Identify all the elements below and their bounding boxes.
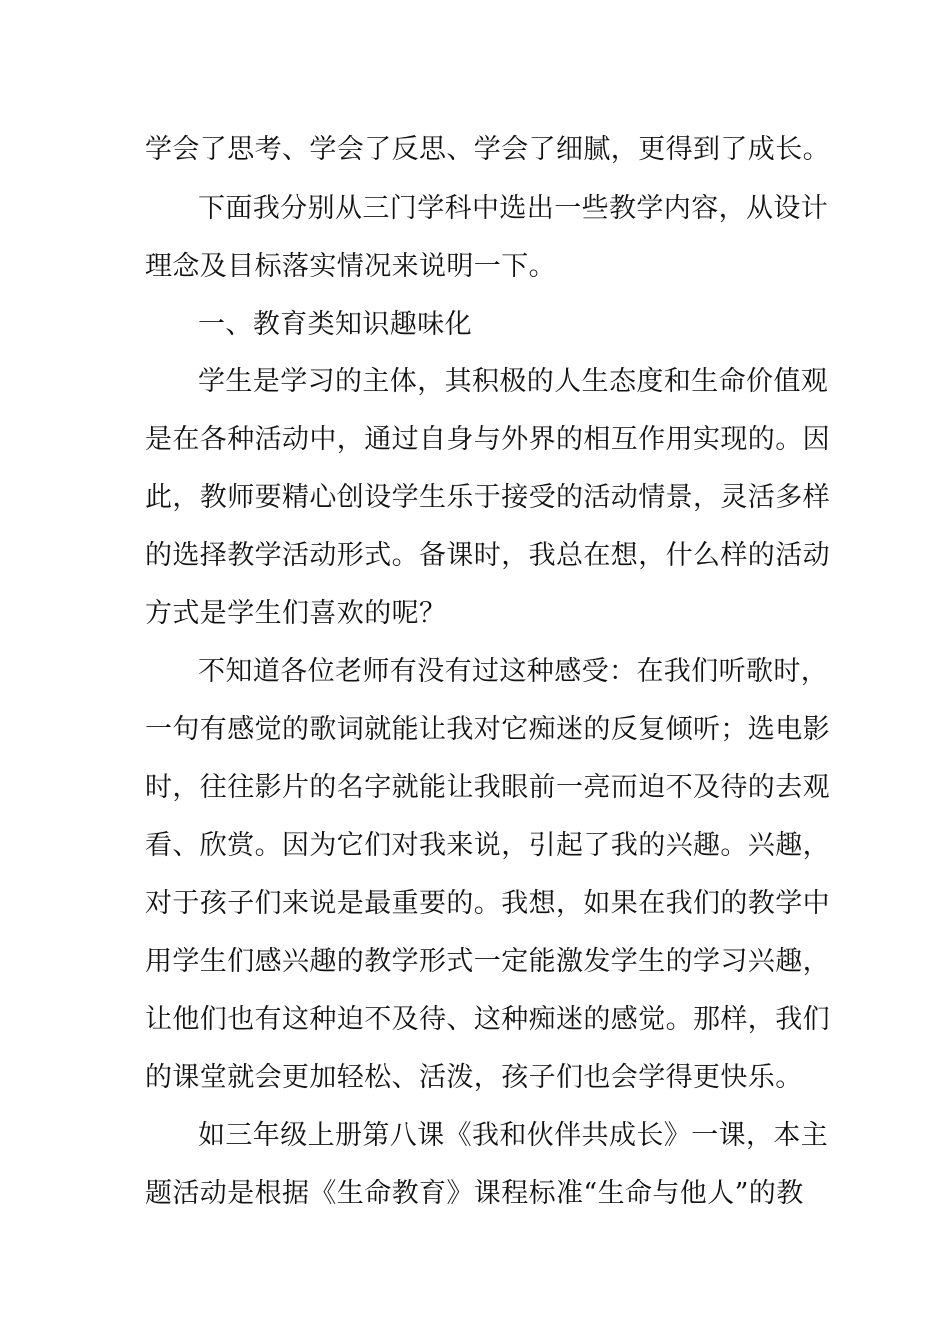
text-line: 对于孩子们来说是最重要的。我想，如果在我们的教学中	[145, 888, 830, 919]
paragraph-first-line: 如三年级上册第八课《我和伙伴共成长》一课，本主	[198, 1120, 829, 1151]
text-line: 的课堂就会更加轻松、活泼，孩子们也会学得更快乐。	[145, 1062, 803, 1093]
text-line: 理念及目标落实情况来说明一下。	[145, 251, 556, 282]
text-line: 学会了思考、学会了反思、学会了细腻，更得到了成长。	[145, 134, 830, 165]
paragraph-first-line: 下面我分别从三门学科中选出一些教学内容，从设计	[198, 193, 829, 224]
paragraph-first-line: 不知道各位老师有没有过这种感受：在我们听歌时，	[198, 656, 829, 687]
text-line: 此，教师要精心创设学生乐于接受的活动情景，灵活多样	[145, 482, 830, 513]
text-line: 的选择教学活动形式。备课时，我总在想，什么样的活动	[145, 540, 830, 571]
text-line: 一句有感觉的歌词就能让我对它痴迷的反复倾听；选电影	[145, 714, 830, 745]
paragraph-first-line: 学生是学习的主体，其积极的人生态度和生命价值观	[198, 366, 829, 397]
text-line: 题活动是根据《生命教育》课程标准“生命与他人”的教	[145, 1178, 804, 1209]
text-line: 让他们也有这种迫不及待、这种痴迷的感觉。那样，我们	[145, 1004, 830, 1035]
text-line: 看、欣赏。因为它们对我来说，引起了我的兴趣。兴趣，	[145, 830, 830, 861]
text-line: 方式是学生们喜欢的呢？	[145, 598, 447, 629]
text-line: 用学生们感兴趣的教学形式一定能激发学生的学习兴趣，	[145, 946, 830, 977]
text-line: 时，往往影片的名字就能让我眼前一亮而迫不及待的去观	[145, 772, 830, 803]
text-line: 是在各种活动中，通过自身与外界的相互作用实现的。因	[145, 424, 830, 455]
section-heading: 一、教育类知识趣味化	[198, 309, 472, 340]
